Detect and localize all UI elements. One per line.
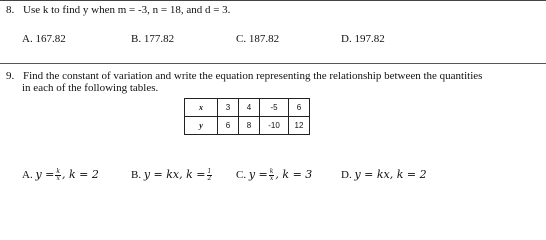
option-letter: C. (236, 169, 247, 181)
table-row-x (185, 99, 310, 117)
fraction (269, 169, 275, 182)
option-letter: D. (341, 33, 352, 45)
table-cell: 4 (239, 99, 260, 117)
q9-option-a[interactable] (22, 168, 99, 182)
option-eq-tail: , k = 2 (62, 168, 99, 181)
option-value: 167.82 (35, 33, 66, 45)
question-8-text: Use k to find y when m = -3, n = 18, and d = 3. (23, 4, 231, 16)
q9-option-b[interactable] (131, 168, 213, 182)
question-8-prompt (6, 4, 230, 17)
option-letter: B. (131, 33, 142, 45)
option-eq: y = kx, k = 2 (354, 168, 427, 181)
fraction-denominator: x (56, 174, 60, 182)
option-value: 187.82 (248, 33, 280, 45)
question-9-text-line2: in each of the following tables. (22, 82, 159, 94)
option-letter: C. (236, 33, 247, 45)
q8-option-b[interactable] (131, 33, 174, 46)
q9-option-c[interactable] (236, 168, 312, 182)
table-cell: -5 (260, 99, 289, 117)
option-value: 177.82 (143, 33, 175, 45)
question-9-text-line1: Find the constant of variation and write the equation representing the relationship between the quantities (23, 70, 483, 82)
option-value: 197.82 (354, 33, 385, 45)
option-letter: D. (341, 169, 352, 181)
table-cell: -10 (260, 117, 289, 135)
q8-option-c[interactable] (236, 33, 279, 46)
table-header-y: y (185, 117, 218, 135)
xy-table (184, 98, 310, 135)
question-9-prompt-line2 (22, 82, 158, 95)
table-cell: 8 (239, 117, 260, 135)
fraction (55, 169, 61, 182)
option-eq-lhs: y = (35, 168, 55, 181)
fraction-denominator: 2 (207, 174, 212, 182)
table-cell: 12 (289, 117, 310, 135)
fraction-denominator: x (269, 174, 274, 182)
table-cell: 6 (218, 117, 239, 135)
option-eq-tail: , k = 3 (275, 168, 313, 181)
table-row-y (185, 117, 310, 135)
q8-option-a[interactable] (22, 33, 66, 46)
fraction-numerator: k (269, 167, 274, 175)
table-cell: 3 (218, 99, 239, 117)
q9-option-d[interactable] (341, 168, 427, 182)
fraction-numerator: k (56, 167, 61, 175)
option-eq: y = kx, k = (143, 168, 206, 181)
option-eq-lhs: y = (248, 168, 268, 181)
fraction-numerator: 1 (207, 167, 212, 175)
question-9-number: 9. (6, 70, 15, 82)
option-letter: A. (22, 169, 33, 181)
option-letter: B. (131, 169, 142, 181)
question-divider (0, 63, 546, 64)
option-letter: A. (22, 33, 33, 45)
top-rule (0, 0, 546, 1)
table-cell: 6 (289, 99, 310, 117)
q8-option-d[interactable] (341, 33, 385, 46)
table-header-x: x (185, 99, 218, 117)
question-8-number: 8. (6, 4, 15, 16)
fraction (207, 169, 213, 182)
